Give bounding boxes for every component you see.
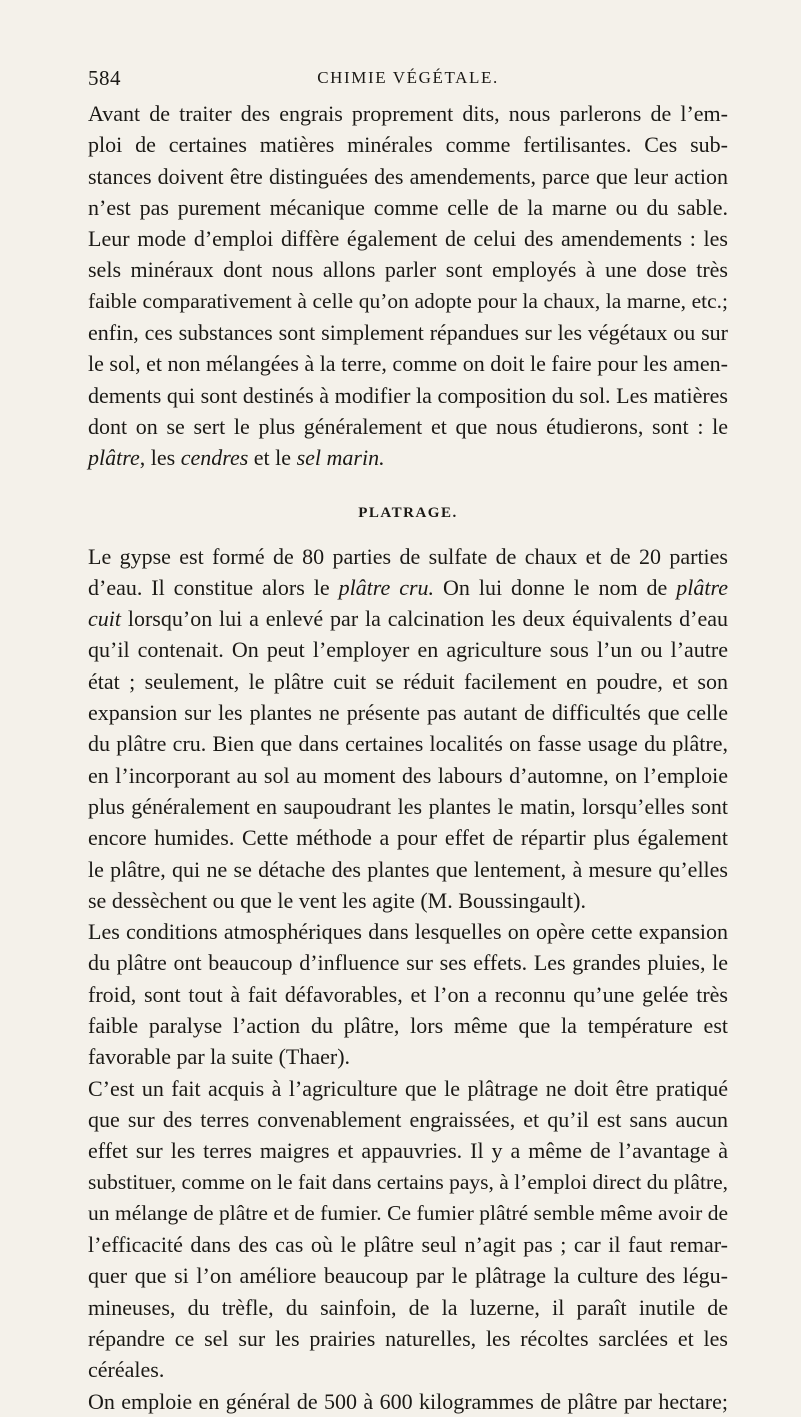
text-run: , les — [139, 445, 181, 471]
text-line: du plâtre cru. Bien que dans certaines localités on fasse usage du plâtre, — [88, 731, 728, 757]
text-line: plus généralement en saupoudrant les plantes le matin, lorsqu’elles sont — [88, 793, 728, 819]
page-number: 584 — [88, 66, 121, 90]
text-line: expansion sur les plantes ne présente pas autant de difficultés que celle — [88, 700, 728, 726]
text-line: effet sur les terres maigres et appauvries. Il y a même de l’avantage à — [88, 1138, 728, 1164]
body-text — [88, 98, 728, 1417]
text-line — [88, 442, 728, 473]
text-line: stances doivent être distinguées des amendements, parce que leur action — [88, 163, 728, 189]
text-line: n’est pas purement mécanique comme celle de la marne ou du sable. — [88, 194, 728, 220]
italic-term: cendres — [180, 445, 249, 471]
paragraph-gypse — [88, 541, 728, 917]
text-line — [88, 603, 728, 634]
text-line: enfin, ces substances sont simplement répandues sur les végétaux ou sur — [88, 320, 728, 346]
text-line: froid, sont tout à fait défavorables, et l’on a reconnu qu’une gelée très — [88, 981, 728, 1007]
text-line: On emploie en général de 500 à 600 kilogrammes de plâtre par hectare; — [88, 1388, 728, 1414]
text-line: céréales. — [88, 1357, 165, 1383]
text-line: l’efficacité dans des cas où le plâtre seul n’agit pas ; car il faut remar- — [88, 1232, 728, 1258]
text-line: ploi de certaines matières minérales comme fertilisantes. Ces sub- — [88, 132, 728, 158]
text-line: qu’il contenait. On peut l’employer en agriculture sous l’un ou l’autre — [88, 637, 728, 663]
text-line — [88, 572, 728, 603]
text-line: Les conditions atmosphériques dans lesquelles on opère cette expansion — [88, 919, 728, 945]
text-line: faible comparativement à celle qu’on adopte pour la chaux, la marne, etc.; — [88, 288, 728, 313]
italic-term: plâtre cru. — [338, 574, 435, 600]
text-line: le plâtre, qui ne se détache des plantes que lentement, à mesure qu’elles — [88, 856, 728, 882]
text-run: d’eau. Il constitue alors le — [88, 574, 339, 600]
section-heading: PLATRAGE. — [358, 504, 458, 521]
intro-paragraph — [88, 98, 728, 474]
text-line: mineuses, du trèfle, du sainfoin, de la luzerne, il paraît inutile de — [88, 1294, 728, 1320]
text-line: C’est un fait acquis à l’agriculture que le plâtrage ne doit être pratiqué — [88, 1075, 728, 1101]
text-line: dements qui sont destinés à modifier la composition du sol. Les matières — [88, 382, 728, 408]
text-line: dont on se sert le plus généralement et que nous étudierons, sont : le — [88, 413, 728, 439]
text-line: en l’incorporant au sol au moment des labours d’automne, on l’emploie — [88, 762, 728, 788]
text-line: état ; seulement, le plâtre cuit se réduit facilement en poudre, et son — [88, 668, 728, 694]
text-line: sels minéraux dont nous allons parler sont employés à une dose très — [88, 257, 728, 283]
text-line: encore humides. Cette méthode a pour effet de répartir plus également — [88, 825, 728, 851]
text-line: du plâtre ont beaucoup d’influence sur ses effets. Les grandes pluies, le — [88, 950, 728, 976]
text-line: répandre ce sel sur les prairies naturelles, les récoltes sarclées et les — [88, 1325, 728, 1351]
text-line: quer que si l’on améliore beaucoup par le plâtrage la culture des légu- — [88, 1263, 728, 1289]
italic-term: sel marin. — [296, 445, 385, 471]
text-run: lorsqu’on lui a enlevé par la calcination les deux équivalents d’eau — [121, 606, 728, 632]
paragraph-conditions — [88, 916, 728, 1072]
text-line: que sur des terres convenablement engraissées, et qu’il est sans aucun — [88, 1106, 728, 1132]
italic-term: cuit — [88, 606, 121, 632]
paragraph-dosage — [88, 1386, 728, 1417]
text-line: Leur mode d’emploi diffère également de celui des amendements : les — [88, 226, 728, 252]
text-line: Le gypse est formé de 80 parties de sulfate de chaux et de 20 parties — [88, 543, 728, 569]
running-title: CHIMIE VÉGÉTALE. — [317, 68, 499, 87]
text-line: substituer, comme on le fait dans certains pays, à l’emploi direct du plâtre, — [88, 1169, 728, 1194]
text-line: faible paralyse l’action du plâtre, lors même que la température est — [88, 1013, 728, 1039]
text-line: se dessèchent ou que le vent les agite (M. Boussingault). — [88, 887, 586, 913]
text-line: un mélange de plâtre et de fumier. Ce fumier plâtré semble même avoir de — [88, 1200, 728, 1225]
text-run: et le — [248, 445, 297, 471]
paragraph-platrage — [88, 1073, 728, 1386]
text-line: le sol, et non mélangées à la terre, comme on doit le faire pour les amen- — [88, 351, 728, 377]
text-line: Avant de traiter des engrais proprement dits, nous parlerons de l’em- — [88, 101, 728, 126]
text-line: favorable par la suite (Thaer). — [88, 1044, 351, 1070]
italic-term: plâtre — [88, 445, 140, 471]
page-header — [88, 66, 728, 96]
italic-term: plâtre — [676, 574, 728, 600]
text-run: On lui donne le nom de — [434, 574, 677, 600]
